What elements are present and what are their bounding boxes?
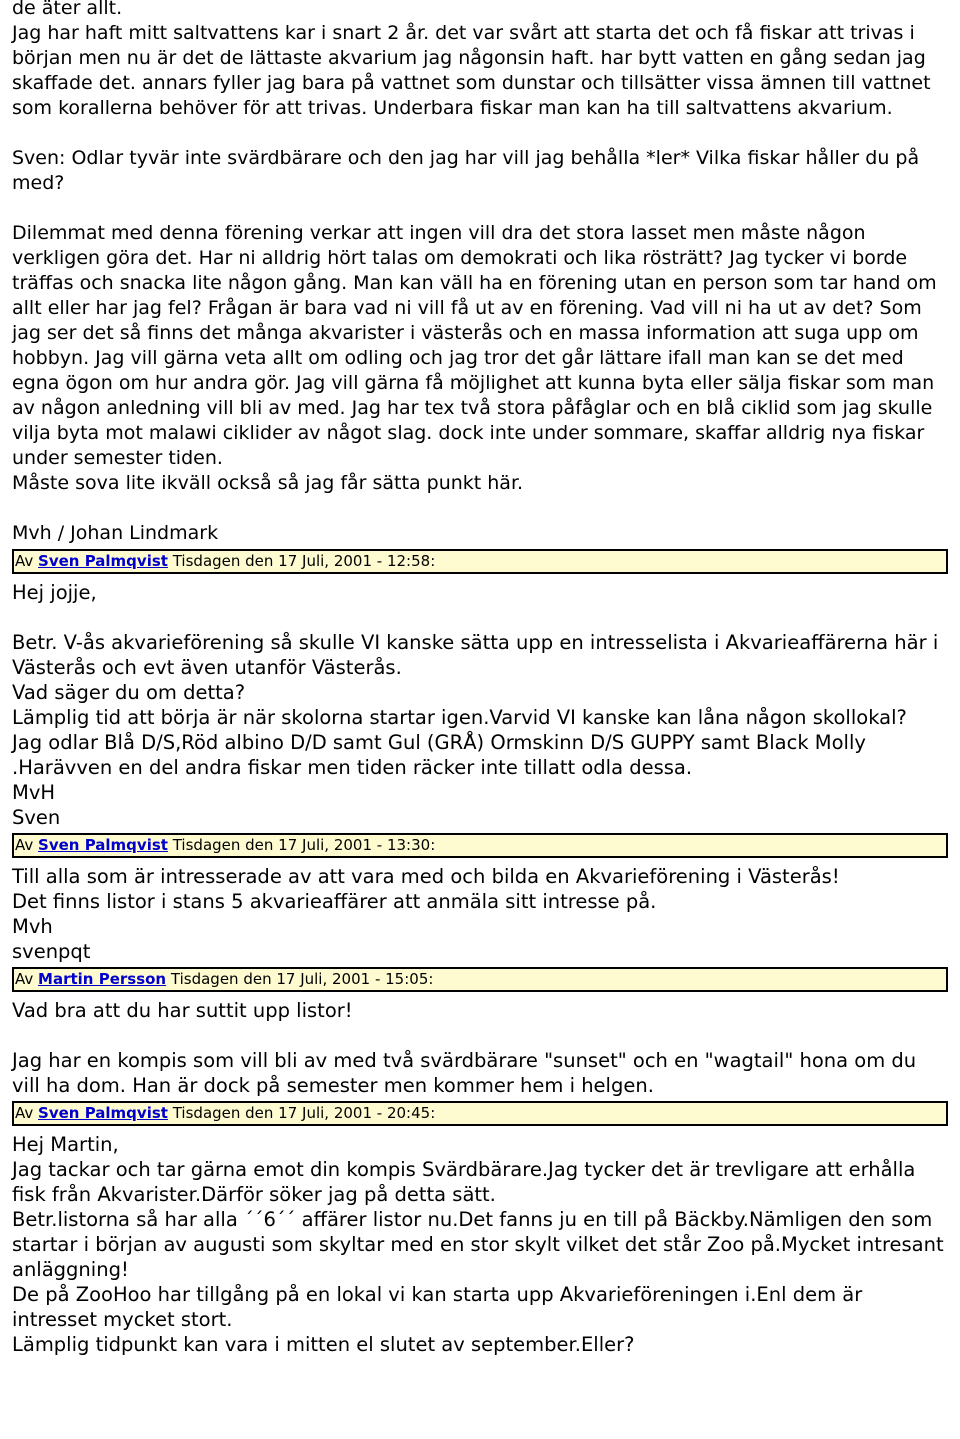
intro-paragraph: Jag har haft mitt saltvattens kar i snart 2 år. det var svårt att starta det och få fiskar att trivas i början men nu är det de lättaste akvarium jag någonsin haft. har bytt vatten en gång sedan jag skaffade det. annars fyller jag bara på vattnet som dunstar och tillsätter vissa ämnen till vattnet som korallerna behöver för att trivas. Underbara fiskar man kan ha till saltvattens akvarium. — [12, 22, 937, 119]
post-header — [12, 549, 948, 574]
post-header — [12, 1101, 948, 1126]
post-prefix: Av — [15, 970, 34, 988]
forum-page — [12, 0, 948, 1357]
post-date: Tisdagen den 17 Juli, 2001 - 13:30: — [172, 836, 436, 854]
sven-question: Sven: Odlar tyvär inte svärdbärare och den jag har vill jag behålla *ler* Vilka fiskar håller du på med? — [12, 147, 926, 194]
dilemma-paragraph: Dilemmat med denna förening verkar att ingen vill dra det stora lasset men måste någon verkligen göra det. Har ni alldrig hört talas om demokrati och lika rösträtt? Jag tycker vi borde träffas och snacka lite någon gång. Man kan väll ha en förening utan en person som tar hand om allt eller har jag fel? Frågan är bara vad ni vill få ut av en förening. Vad vill ni ha ut av det? Som jag ser det så finns det många akvarister i västerås och en massa information att suga upp om hobbyn. Jag vill gärna veta allt om odling och jag tror det går lättare ifall man kan se det med egna ögon om hur andra gör. Jag vill gärna få möjlighet att kunna byta eller sälja fiskar som man av någon anledning vill bli av med. Jag har tex två stora påfåglar och en blå ciklid som jag skulle vilja byta mot malawi ciklider av något slag. dock inte under sommare, skaffar alldrig nya fiskar under semester tiden. Måste sova lite ikväll också så jag får sätta punkt här. — [12, 222, 937, 494]
signature: Mvh / Johan Lindmark — [12, 522, 219, 544]
post-date: Tisdagen den 17 Juli, 2001 - 20:45: — [172, 1104, 436, 1122]
post-prefix: Av — [15, 552, 34, 570]
post-body: Till alla som är intresserade av att vara med och bilda en Akvarieförening i Västerås! Det finns listor i stans 5 akvarieaffärer att anmäla sitt intresse på. Mvh svenpqt — [12, 865, 840, 963]
author-link[interactable]: Martin Persson — [38, 970, 167, 988]
post-date: Tisdagen den 17 Juli, 2001 - 12:58: — [172, 552, 436, 570]
intro-line: de äter allt. — [12, 0, 123, 19]
post-header — [12, 967, 948, 992]
author-link[interactable]: Sven Palmqvist — [38, 836, 168, 854]
author-link[interactable]: Sven Palmqvist — [38, 552, 168, 570]
author-link[interactable]: Sven Palmqvist — [38, 1104, 168, 1122]
post-body: Hej jojje, Betr. V-ås akvarieförening så skulle VI kanske sätta upp en intresselista i Akvarieaffärerna här i Västerås och evt även utanför Västerås. Vad säger du om detta? Lämplig tid att börja är när skolorna startar igen.Varvid VI kanske kan låna någon skollokal? Jag odlar Blå D/S,Röd albino D/D samt Gul (GRÅ) Ormskinn D/S GUPPY samt Black Molly .Harävven en del andra fiskar men tiden räcker inte tillatt odla dessa. MvH Sven — [12, 581, 939, 829]
post-body: Vad bra att du har suttit upp listor! Jag har en kompis som vill bli av med två svärdbärare "sunset" och en "wagtail" hona om du vill ha dom. Han är dock på semester men kommer hem i helgen. — [12, 999, 917, 1097]
post-date: Tisdagen den 17 Juli, 2001 - 15:05: — [170, 970, 434, 988]
post-prefix: Av — [15, 1104, 34, 1122]
post-header — [12, 833, 948, 858]
post-body: Hej Martin, Jag tackar och tar gärna emot din kompis Svärdbärare.Jag tycker det är trevligare att erhålla fisk från Akvarister.Därför söker jag på detta sätt. Betr.listorna så har alla ´´6´´ affärer listor nu.Det fanns ju en till på Bäckby.Nämligen den som startar i början av augusti som skyltar med en stor skylt vilket det står Zoo på.Mycket intresant anläggning! De på ZooHoo har tillgång på en lokal vi kan starta upp Akvarieföreningen i.Enl dem är intresset mycket stort. Lämplig tidpunkt kan vara i mitten el slutet av september.Eller? — [12, 1133, 944, 1356]
post-prefix: Av — [15, 836, 34, 854]
